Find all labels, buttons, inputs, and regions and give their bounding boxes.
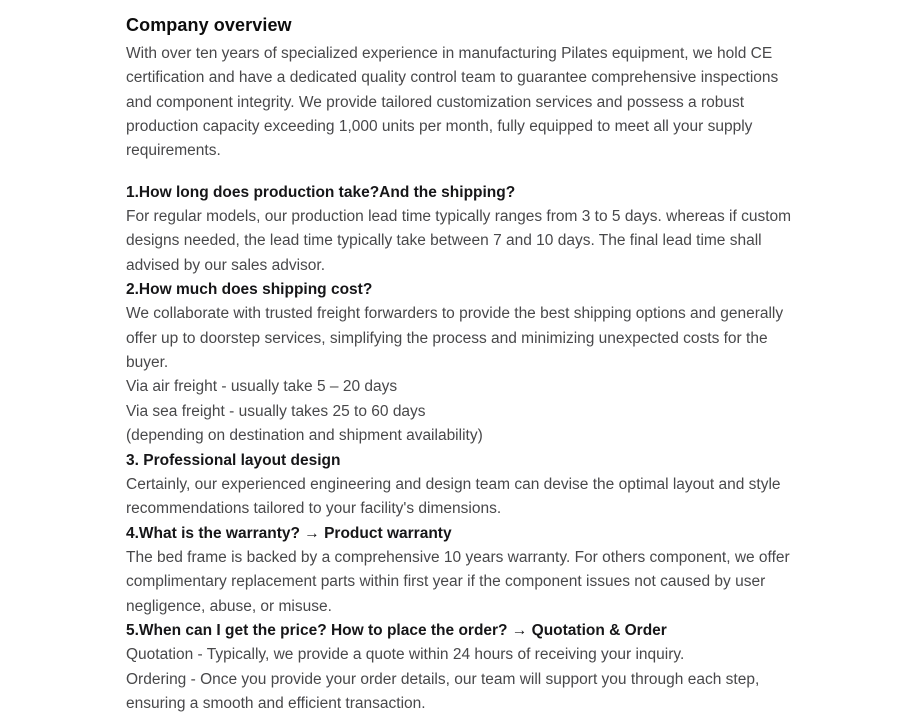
description-content (126, 12, 802, 716)
faq-item-price-order (126, 619, 802, 716)
faq-answer-ordering: Ordering - Once you provide your order details, our team will support you through each step, ensuring a smooth and efficient transaction. (126, 670, 760, 712)
faq-answer: For regular models, our production lead time typically ranges from 3 to 5 days. whereas if custom designs needed, the lead time typically take between 7 and 10 days. The final lead time shall advised by our sales advisor. (126, 208, 792, 274)
faq-answer: We collaborate with trusted freight forwarders to provide the best shipping options and generally offer up to doorstep services, simplifying the process and minimizing unexpected costs for the buyer. (126, 305, 784, 372)
faq-answer-sea-freight: Via sea freight - usually takes 25 to 60 days (126, 402, 426, 420)
faq-answer-air-freight: Via air freight - usually take 5 – 20 days (126, 378, 398, 396)
faq-question: 4.What is the warranty? → Product warranty (126, 524, 452, 542)
faq-answer-quotation: Quotation - Typically, we provide a quote within 24 hours of receiving your inquiry. (126, 646, 685, 664)
faq-answer: Certainly, our experienced engineering and design team can devise the optimal layout and style recommendations tailored to your facility's dimensions. (126, 475, 781, 518)
faq-question: 3. Professional layout design (126, 451, 341, 469)
page-title: Company overview (126, 15, 292, 35)
faq-item-layout-design (126, 449, 802, 522)
faq-answer-note: (depending on destination and shipment availability) (126, 427, 483, 445)
faq-question: 2.How much does shipping cost? (126, 281, 373, 299)
faq-item-warranty (126, 522, 802, 619)
faq-question: 1.How long does production take?And the shipping? (126, 183, 516, 201)
faq-item-shipping-cost (126, 278, 802, 448)
intro-paragraph: With over ten years of specialized experience in manufacturing Pilates equipment, we hold CE certification and have a dedicated quality control team to guarantee comprehensive inspections and component integrity. We provide tailored customization services and possess a robust production capacity exceeding 1,000 units per month, fully equipped to meet all your supply requirements. (126, 45, 779, 160)
faq-item-production-shipping (126, 181, 802, 278)
section-gap (126, 164, 802, 181)
faq-answer: The bed frame is backed by a comprehensive 10 years warranty. For others component, we offer complimentary replacement parts within first year if the component issues not caused by user negligence, abuse, or misuse. (126, 548, 790, 615)
faq-question: 5.When can I get the price? How to place the order? → Quotation & Order (126, 621, 667, 639)
